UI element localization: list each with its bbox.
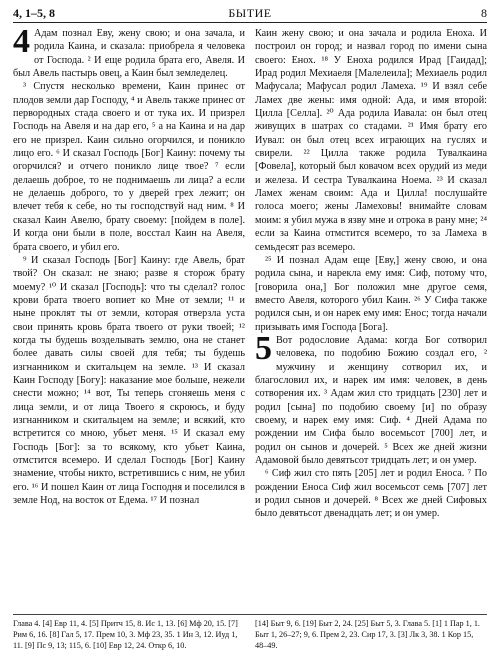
footnote-text: Глава 4. [4] Евр 11, 4. [5] Притч 15, 8. Ис 1, 13. [6] Мф 20, 15. [7] Рим 6, 16. [8] Гал 5, 17. Прем 10, 3. Мф 23, 35. 1 Ин 3, 12. Иуд 1, 11. [9] Пс 9, 13; 115, 6. [10] Евр 12, 24. Откр 6, 10. bbox=[13, 619, 238, 650]
right-column bbox=[255, 27, 487, 521]
paragraph: Каин жену свою; и она зачала и родила Еноха. И построил он город; и назвал город по имени сына своего: Енох. ¹⁸ У Еноха родился Ирад [Гаидад]; Ирад родил Мехиаеля [Малелеила]; Мехиаель родил Мафусала; Мафусал родил Ламеха. ¹⁹ И взял себе Ламех две жены: имя одной: Ада, и имя второй: Цилла [Селла]. ²⁰ Ада родила Иавала: он был отец живущих в шатрах со стадами. ²¹ Имя брату его Иувал: он был отец всех играющих на гуслях и свирели. ²² Цилла также родила Тувалкаина [Фовела], который был ковачом всех орудий из меди и железа. И сестра Тувалкаина Ноема. ²³ И сказал Ламех женам своим: Ада и Цилла! послушайте голоса моего; жены Ламеховы! внимайте словам моим: я убил мужа в язву мне и отрока в рану мне; ²⁴ если за Каина отмстится всемеро, то за Ламеха в семьдесят раз всемеро. bbox=[255, 28, 487, 253]
chapter-number-5: 5 bbox=[255, 329, 272, 367]
footnote-rule bbox=[13, 614, 487, 615]
book-title: БЫТИЕ bbox=[228, 6, 272, 20]
footnote-text: [14] Быт 9, 6. [19] Быт 2, 24. [25] Быт 5, 3. Глава 5. [1] 1 Пар 1, 1. Быт 1, 26–27; 9, 6. Прем 2, 23. Сир 17, 3. [3] Лк 3, 38. 1 Кор 15, 48–49. bbox=[255, 619, 480, 650]
chapter-5-opening bbox=[255, 329, 487, 467]
paragraph: ⁶ Сиф жил сто пять [205] лет и родил Еноса. ⁷ По рождении Еноса Сиф жил восемьсот семь [707] лет и родил сынов и дочерей. ⁸ Всех же дней Сифовых было девятьсот двенадцать лет; и он умер. bbox=[255, 468, 487, 520]
page-number: 8 bbox=[481, 6, 487, 20]
paragraph: ⁹ И сказал Господь [Бог] Каину: где Авель, брат твой? Он сказал: не знаю; разве я сторож брату моему? ¹⁰ И сказал [Господь]: что ты сделал? голос крови брата твоего вопиет ко Мне от земли; ¹¹ и ныне проклят ты от земли, которая отверзла уста свои принять кровь брата твоего от руки твоей; ¹² когда ты будешь возделывать землю, она не станет более давать силы своей для тебя; ты будешь изгнанником и скитальцем на земле. ¹³ И сказал Каин Господу [Богу]: наказание мое больше, нежели снести можно; ¹⁴ вот, Ты теперь сгоняешь меня с лица земли, и от лица Твоего я скроюсь, и буду изгнанником и скитальцем на земле; и всякий, кто встретится со мною, убьет меня. ¹⁵ И сказал ему Господь [Бог]: за то всякому, кто убьет Каина, отмстится всемеро. И сделал Господь [Бог] Каину знамение, чтобы никто, встретившись с ним, не убил его. ¹⁶ И пошел Каин от лица Господня и поселился в земле Нод, на восток от Едема. ¹⁷ И познал bbox=[13, 254, 245, 507]
paragraph: Вот родословие Адама: когда Бог сотворил человека, по подобию Божию создал его, ² мужчину и женщину сотворил их, и благословил их, и нарек им имя: человек, в день сотворения их. ³ Адам жил сто тридцать [230] лет и родил [сына] по подобию своему [и] по образу своему, и нарек ему имя: Сиф. ⁴ Дней Адама по рождении им Сифа было восемьсот [700] лет, и родил он сынов и дочерей. ⁵ Всех же дней жизни Адамовой было девятьсот тридцать лет; и он умер. bbox=[255, 334, 487, 466]
header-rule bbox=[13, 22, 487, 23]
chapter-number-4: 4 bbox=[13, 23, 30, 60]
paragraph: Адам познал Еву, жену свою; и она зачала, и родила Каина, и сказала: приобрела я человека от Господа. ² И еще родила брата его, Авеля. И был Авель пастырь овец, а Каин был земледелец. bbox=[13, 28, 245, 80]
chapter-4-opening bbox=[13, 23, 245, 80]
page-header bbox=[13, 6, 487, 22]
paragraph: ³ Спустя несколько времени, Каин принес от плодов земли дар Господу, ⁴ и Авель также принес от первородных стада своего и от тука их. И призрел Господь на Авеля и на дар его, ⁵ а на Каина и на дар его не призрел. Каин сильно огорчился, и поникло лицо его. ⁶ И сказал Господь [Бог] Каину: почему ты огорчился? и отчего поникло лице твое? ⁷ если делаешь доброе, то не поднимаешь ли лица? а если не делаешь доброго, то у дверей грех лежит; он влечет тебя к себе, но ты господствуй над ним. ⁸ И сказал Каин Авелю, брату своему: [пойдем в поле]. И когда они были в поле, восстал Каин на Авеля, брата своего, и убил его. bbox=[13, 81, 245, 253]
paragraph: ²⁵ И познал Адам еще [Еву,] жену свою, и она родила сына, и нарекла ему имя: Сиф, потому что, [говорила она,] Бог положил мне другое семя, вместо Авеля, которого убил Каин. ²⁶ У Сифа также родился сын, и он нарек ему имя: Енос; тогда начали призывать имя Господа [Бога]. bbox=[255, 254, 487, 333]
footnotes-left bbox=[13, 619, 245, 651]
chapter-verse-range: 4, 1–5, 8 bbox=[13, 6, 55, 20]
footnotes-right bbox=[255, 619, 487, 651]
left-column bbox=[13, 23, 245, 507]
